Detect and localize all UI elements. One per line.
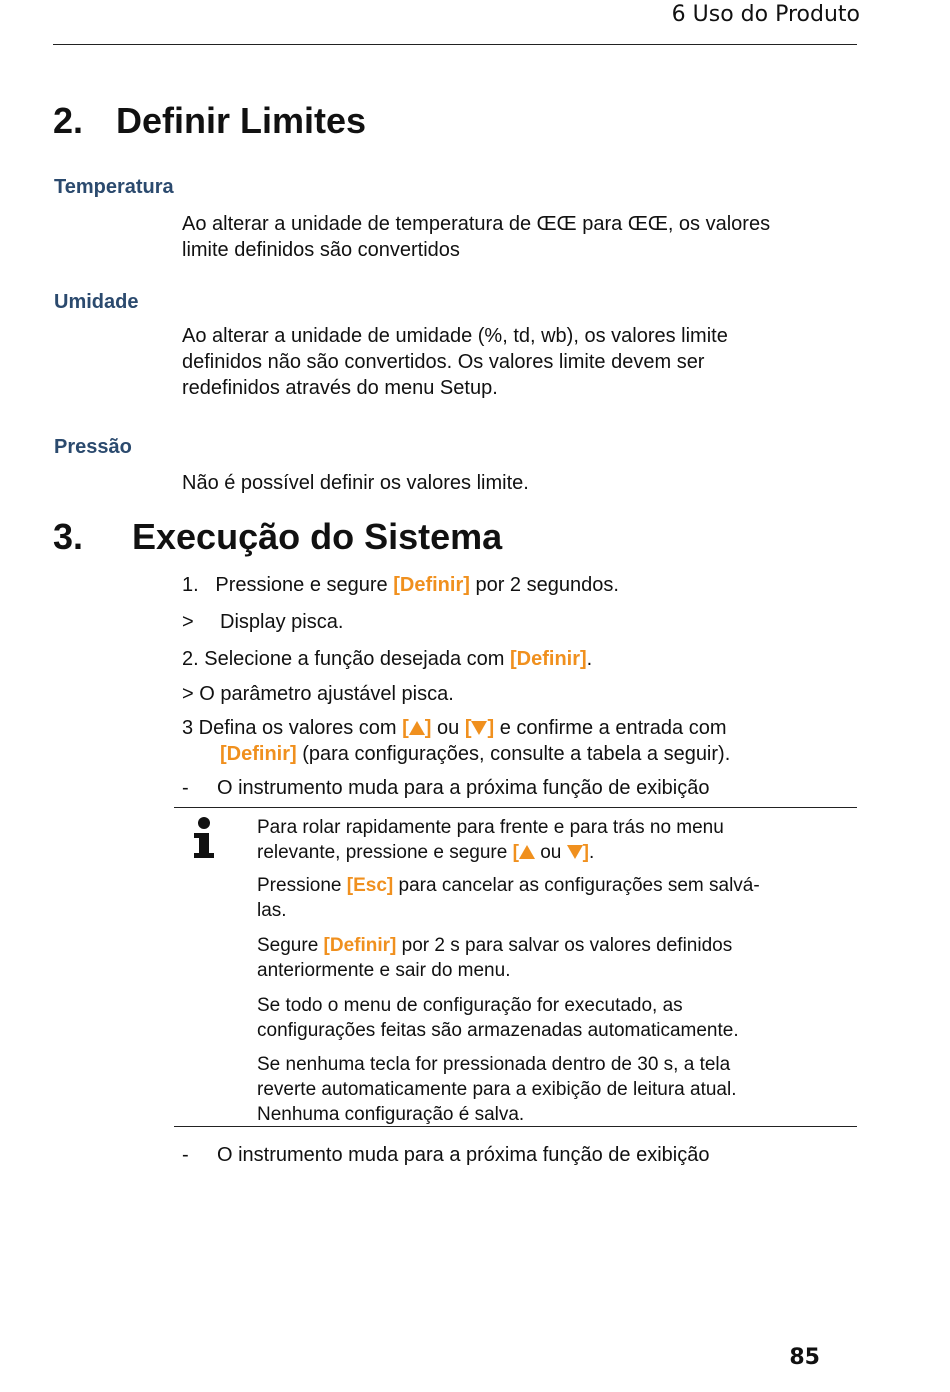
chapter-header: 6 Uso do Produto — [671, 2, 860, 27]
note-p3-text: Segure — [257, 935, 324, 956]
definir-key: [Definir] — [393, 574, 470, 596]
or-text: ou — [431, 717, 465, 739]
page-number: 85 — [789, 1345, 820, 1370]
section-2-number: 2. — [53, 100, 84, 141]
arrow-up-icon — [519, 845, 535, 859]
section-2-heading — [53, 100, 366, 142]
bracket: ] — [487, 717, 495, 739]
bracket: [ — [512, 842, 519, 863]
info-note — [257, 815, 857, 1127]
result-1 — [182, 609, 344, 635]
note-p4-line1: Se todo o menu de configuração for executado, as — [257, 995, 683, 1016]
dash-marker: - — [182, 1144, 189, 1166]
period: . — [588, 842, 595, 863]
bracket: ] — [424, 717, 432, 739]
note-p4-line2: configurações feitas são armazenadas automaticamente. — [257, 1020, 739, 1041]
step-1-text: 1. Pressione e segure — [182, 574, 394, 596]
note-p3 — [257, 933, 857, 958]
pressao-label: Pressão — [54, 436, 132, 458]
arrow-down-icon — [567, 845, 583, 859]
umidade-label: Umidade — [54, 291, 139, 313]
note-p1-line1: Para rolar rapidamente para frente e para trás no menu — [257, 817, 724, 838]
section-3-heading — [53, 516, 502, 558]
step-2 — [182, 646, 592, 672]
bracket: [ — [464, 717, 472, 739]
dash-item-1-text: O instrumento muda para a próxima função de exibição — [217, 777, 710, 799]
esc-key: [Esc] — [346, 875, 394, 896]
umidade-line1: Ao alterar a unidade de umidade (%, td, wb), os valores limite — [182, 325, 728, 347]
step-3-mid: e confirme a entrada com — [494, 717, 727, 739]
definir-key: [Definir] — [510, 648, 587, 670]
umidade-line3: redefinidos através do menu Setup. — [182, 377, 498, 399]
section-3-title: Execução do Sistema — [132, 516, 503, 557]
note-top-rule — [174, 807, 857, 808]
definir-key: [Definir] — [323, 935, 397, 956]
note-p5-line1: Se nenhuma tecla for pressionada dentro de 30 s, a tela — [257, 1054, 731, 1075]
step-3-suffix: (para configurações, consulte a tabela a seguir). — [296, 743, 731, 765]
result-marker: > — [182, 611, 194, 633]
note-p1-line2 — [257, 840, 857, 865]
dash-item-1 — [182, 775, 710, 801]
step-2-suffix: . — [586, 648, 593, 670]
step-1-suffix: por 2 segundos. — [469, 574, 619, 596]
bracket: ] — [582, 842, 589, 863]
note-p2 — [257, 873, 857, 898]
result-2: > O parâmetro ajustável pisca. — [182, 683, 454, 705]
temperatura-text — [182, 211, 770, 263]
umidade-line2: definidos não são convertidos. Os valores limite devem ser — [182, 351, 705, 373]
dash-item-2-text: O instrumento muda para a próxima função de exibição — [217, 1144, 710, 1166]
note-p5-line2: reverte automaticamente para a exibição de leitura atual. — [257, 1079, 737, 1100]
note-p2-suffix: para cancelar as configurações sem salvá- — [393, 875, 760, 896]
umidade-text — [182, 323, 728, 401]
temperatura-line1: Ao alterar a unidade de temperatura de ŒŒ para ŒŒ, os valores — [182, 213, 771, 235]
note-p3-suffix: por 2 s para salvar os valores definidos — [396, 935, 733, 956]
arrow-up-icon — [409, 721, 425, 735]
note-p2-line2: las. — [257, 900, 287, 921]
note-p2-text: Pressione — [257, 875, 347, 896]
info-icon — [187, 816, 221, 860]
note-p1-text: relevante, pressione e segure — [257, 842, 513, 863]
step-3 — [182, 715, 862, 767]
note-p5-line3: Nenhuma configuração é salva. — [257, 1104, 525, 1125]
temperatura-line2: limite definidos são convertidos — [182, 239, 460, 261]
step-3-text: 3 Defina os valores com — [182, 717, 403, 739]
step-1 — [182, 572, 619, 598]
step-2-text: 2. Selecione a função desejada com — [182, 648, 510, 670]
result-1-text: Display pisca. — [220, 611, 344, 633]
dash-marker: - — [182, 777, 189, 799]
note-bottom-rule — [174, 1126, 857, 1127]
dash-item-2 — [182, 1142, 710, 1168]
or-text: ou — [534, 842, 567, 863]
arrow-down-icon — [471, 721, 487, 735]
header-rule — [53, 44, 857, 45]
note-p3-line2: anteriormente e sair do menu. — [257, 960, 511, 981]
bracket: [ — [402, 717, 409, 739]
definir-key: [Definir] — [220, 743, 297, 765]
section-2-title: Definir Limites — [116, 100, 367, 141]
section-3-number: 3. — [53, 516, 84, 557]
temperatura-label: Temperatura — [54, 176, 174, 198]
pressao-text: Não é possível definir os valores limite. — [182, 472, 529, 494]
